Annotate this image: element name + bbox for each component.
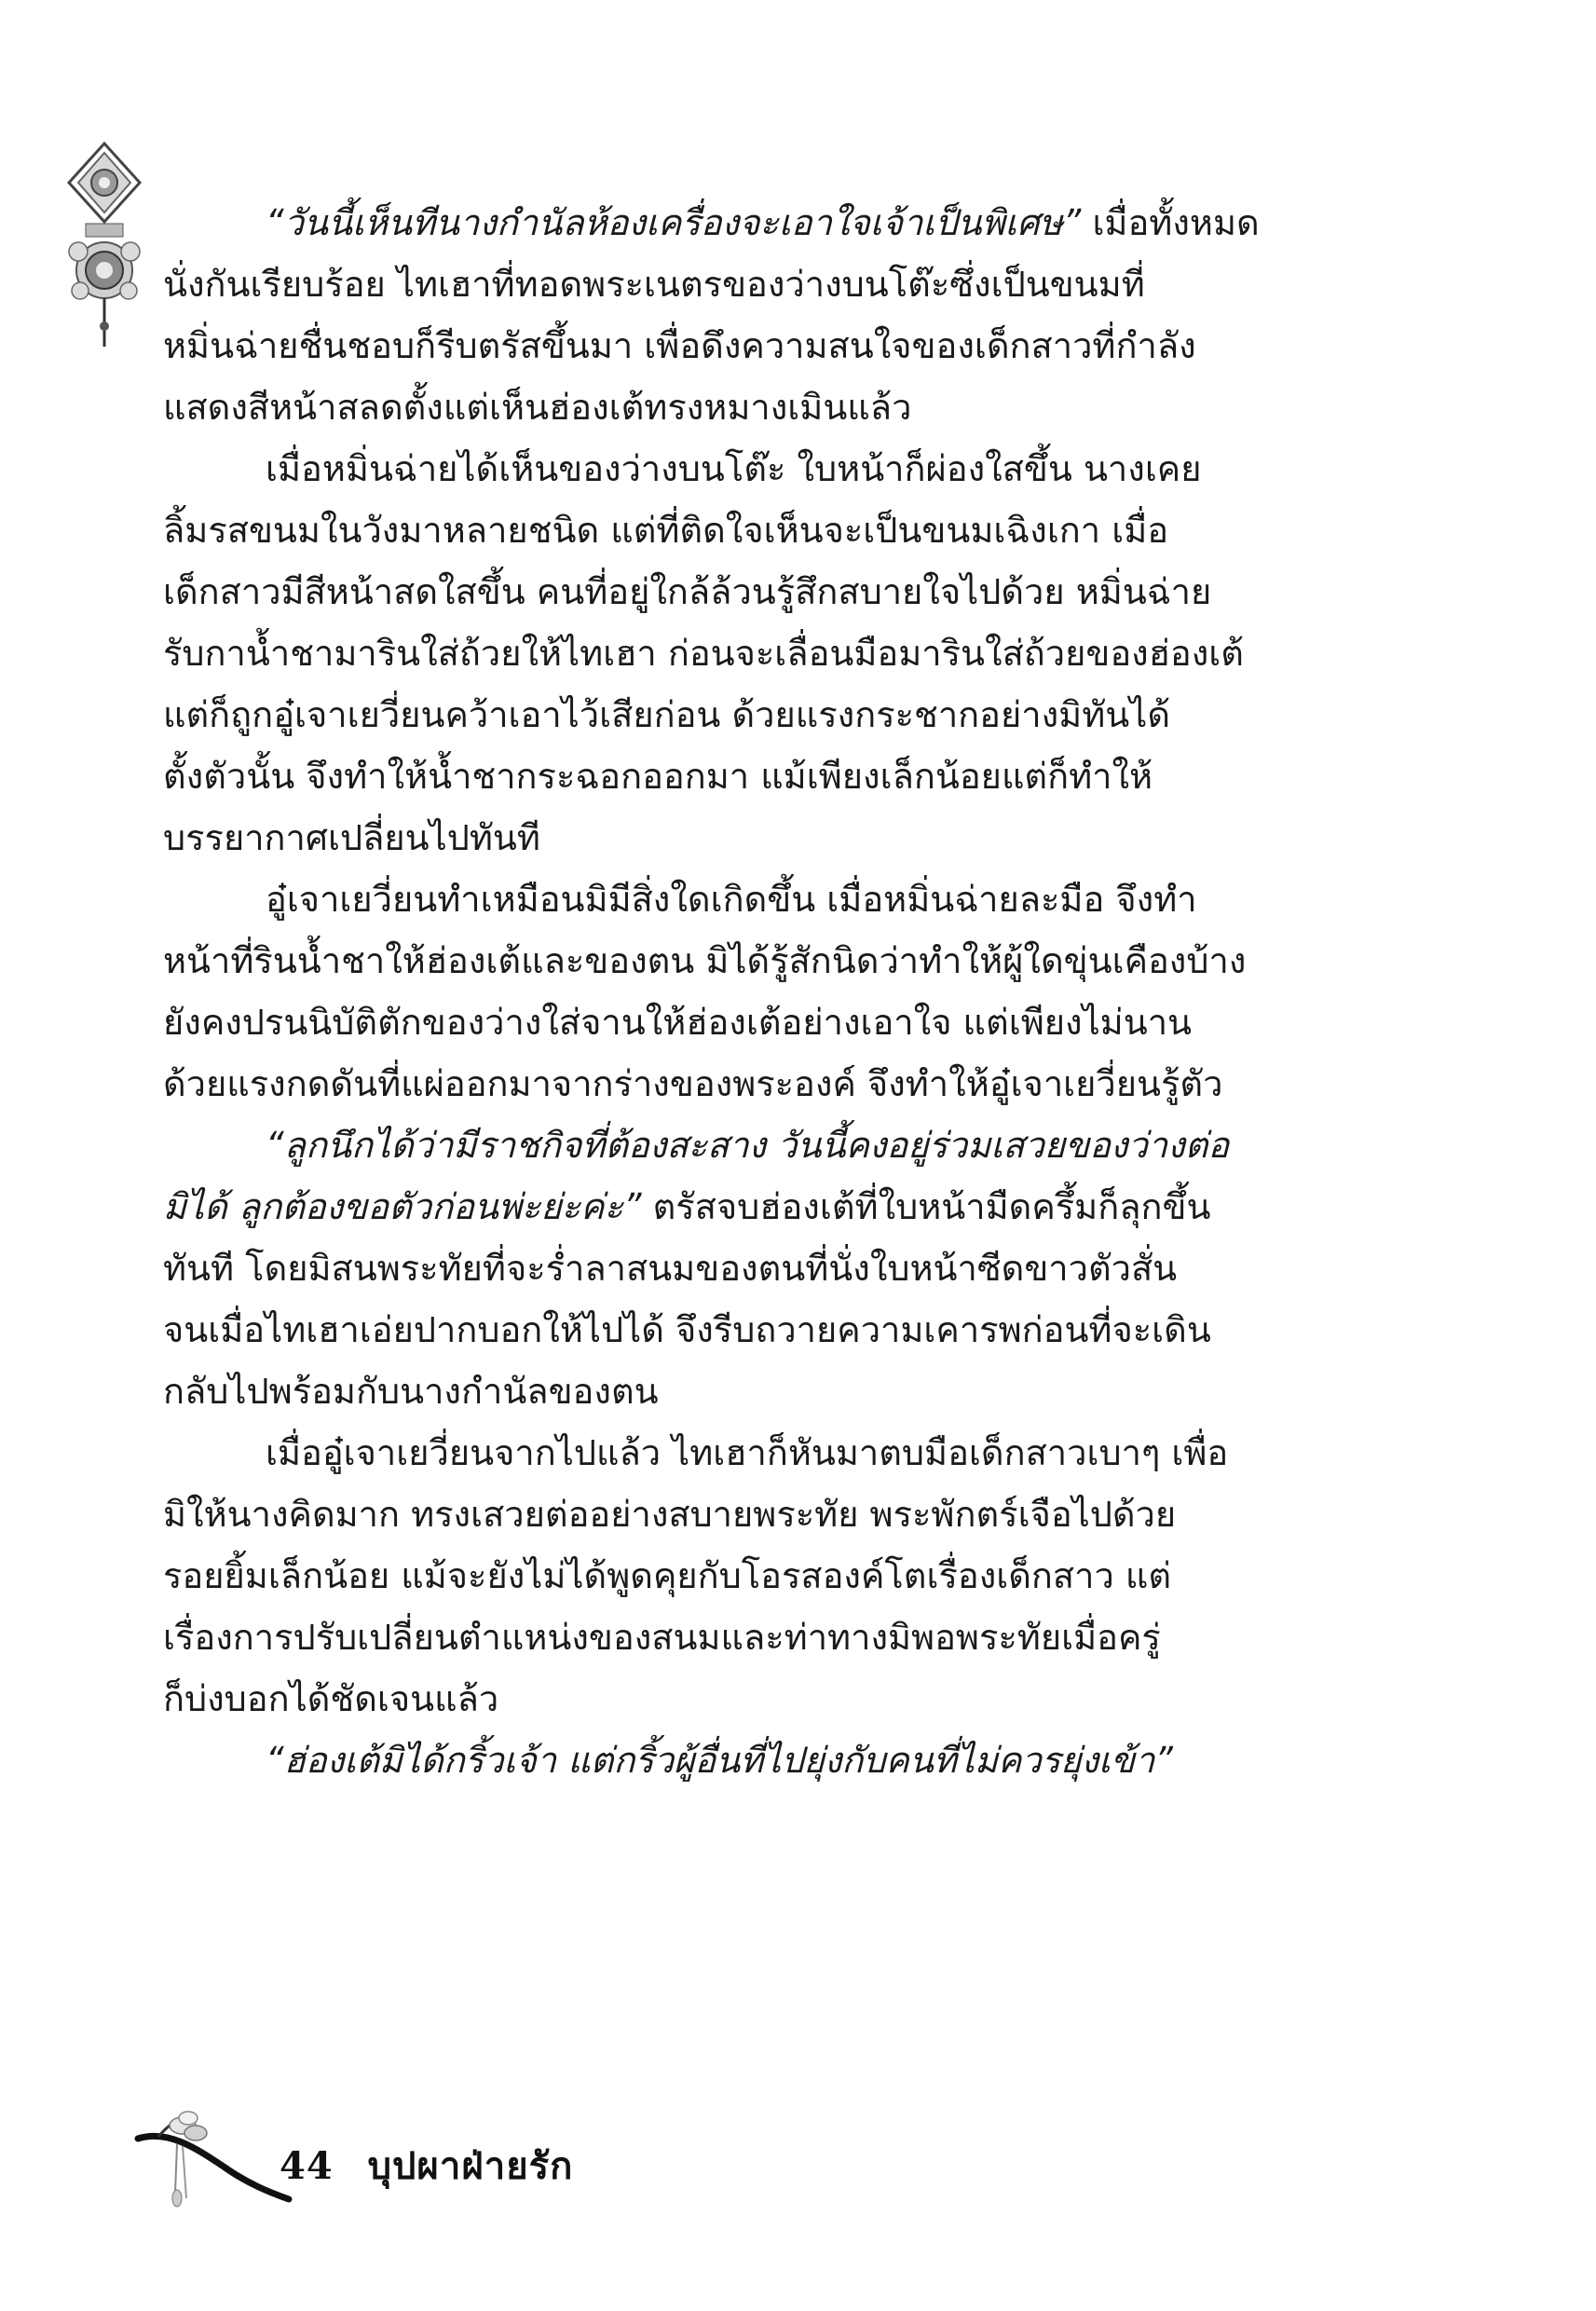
text-line	[163, 315, 1328, 376]
narrative-text: เมื่ออู๋เจาเยวี่ยนจากไปแล้ว ไทเฮาก็หันมาตบมือเด็กสาวเบาๆ เพื่อ	[266, 1432, 1229, 1473]
narrative-text: รอยยิ้มเล็กน้อย แม้จะยังไม่ได้พูดคุยกับโอรสองค์โตเรื่องเด็กสาว แต่	[163, 1555, 1172, 1596]
text-line	[163, 868, 1328, 930]
page-footer	[280, 2136, 593, 2195]
text-line	[163, 991, 1328, 1053]
text-line	[163, 622, 1328, 684]
text-line	[163, 1299, 1328, 1361]
quoted-dialogue: มิได้ ลูกต้องขอตัวก่อนพ่ะย่ะค่ะ”	[163, 1186, 642, 1227]
narrative-text: จนเมื่อไทเฮาเอ่ยปากบอกให้ไปได้ จึงรีบถวายความเคารพก่อนที่จะเดิน	[163, 1309, 1211, 1350]
narrative-text: ยังคงปรนนิบัติตักของว่างใส่จานให้ฮ่องเต้อย่างเอาใจ แต่เพียงไม่นาน	[163, 1002, 1193, 1043]
narrative-text: ด้วยแรงกดดันที่แผ่ออกมาจากร่างของพระองค์ จึงทำให้อู๋เจาเยวี่ยนรู้ตัว	[163, 1063, 1223, 1104]
text-line	[163, 1176, 1328, 1238]
narrative-text: หน้าที่รินน้ำชาให้ฮ่องเต้และของตน มิได้รู้สักนิดว่าทำให้ผู้ใดขุ่นเคืองบ้าง	[163, 940, 1247, 981]
text-line	[163, 745, 1328, 807]
text-line	[163, 1730, 1328, 1791]
text-line	[163, 1607, 1328, 1668]
text-line	[163, 1668, 1328, 1730]
text-line	[163, 684, 1328, 745]
quoted-dialogue: “วันนี้เห็นทีนางกำนัลห้องเครื่องจะเอาใจเจ้าเป็นพิเศษ”	[266, 202, 1082, 243]
text-line	[163, 1422, 1328, 1484]
narrative-text: หมิ่นฉ่ายชื่นชอบก็รีบตรัสขึ้นมา เพื่อดึงความสนใจของเด็กสาวที่กำลัง	[163, 325, 1196, 366]
narrative-text: อู๋เจาเยวี่ยนทำเหมือนมิมีสิ่งใดเกิดขึ้น เมื่อหมิ่นฉ่ายละมือ จึงทำ	[266, 879, 1197, 920]
narrative-text: บรรยากาศเปลี่ยนไปทันที	[163, 817, 540, 858]
narrative-text: มิให้นางคิดมาก ทรงเสวยต่ออย่างสบายพระทัย พระพักตร์เจือไปด้วย	[163, 1494, 1177, 1535]
text-line	[163, 561, 1328, 622]
narrative-text: รับกาน้ำชามารินใส่ถ้วยให้ไทเฮา ก่อนจะเลื่อนมือมารินใส่ถ้วยของฮ่องเต้	[163, 633, 1244, 674]
narrative-text: เรื่องการปรับเปลี่ยนตำแหน่งของสนมและท่าทางมิพอพระทัยเมื่อครู่	[163, 1617, 1161, 1658]
text-line	[163, 438, 1328, 499]
narrative-text: ลิ้มรสขนมในวังมาหลายชนิด แต่ที่ติดใจเห็นจะเป็นขนมเฉิงเกา เมื่อ	[163, 510, 1169, 551]
page-number: 44	[280, 2144, 334, 2188]
narrative-text: แต่ก็ถูกอู๋เจาเยวี่ยนคว้าเอาไว้เสียก่อน ด้วยแรงกระชากอย่างมิทันได้	[163, 694, 1171, 735]
narrative-text: แสดงสีหน้าสลดตั้งแต่เห็นฮ่องเต้ทรงหมางเมินแล้ว	[163, 387, 912, 428]
narrative-text: กลับไปพร้อมกับนางกำนัลของตน	[163, 1371, 659, 1412]
text-line	[163, 1238, 1328, 1299]
narrative-text: ทันที โดยมิสนพระทัยที่จะร่ำลาสนมของตนที่นั่งใบหน้าซีดขาวตัวสั่น	[163, 1248, 1178, 1289]
narrative-text: เมื่อหมิ่นฉ่ายได้เห็นของว่างบนโต๊ะ ใบหน้าก็ผ่องใสขึ้น นางเคย	[266, 448, 1202, 489]
flower-branch-icon	[130, 2101, 293, 2213]
text-line	[163, 1545, 1328, 1607]
narrative-text: ก็บ่งบอกได้ชัดเจนแล้ว	[163, 1678, 499, 1719]
narrative-text: เด็กสาวมีสีหน้าสดใสขึ้น คนที่อยู่ใกล้ล้วนรู้สึกสบายใจไปด้วย หมิ่นฉ่าย	[163, 571, 1212, 612]
ornamental-seal-icon	[60, 140, 149, 354]
text-line	[163, 807, 1328, 868]
narrative-text: ตั้งตัวนั้น จึงทำให้น้ำชากระฉอกออกมา แม้เพียงเล็กน้อยแต่ก็ทำให้	[163, 756, 1153, 797]
text-line	[163, 192, 1328, 253]
narrative-text: เมื่อทั้งหมด	[1081, 202, 1260, 243]
narrative-text: นั่งกันเรียบร้อย ไทเฮาที่ทอดพระเนตรของว่างบนโต๊ะซึ่งเป็นขนมที่	[163, 264, 1145, 305]
text-line	[163, 253, 1328, 315]
quoted-dialogue: “ลูกนึกได้ว่ามีราชกิจที่ต้องสะสาง วันนี้คงอยู่ร่วมเสวยของว่างต่อ	[266, 1125, 1230, 1166]
text-line	[163, 376, 1328, 438]
text-line	[163, 1484, 1328, 1545]
text-line	[163, 1053, 1328, 1114]
narrative-text: ตรัสจบฮ่องเต้ที่ใบหน้ามืดครึ้มก็ลุกขึ้น	[641, 1186, 1211, 1227]
text-line	[163, 1114, 1328, 1176]
text-line	[163, 1361, 1328, 1422]
book-title: บุปผาฝ่ายรัก	[367, 2144, 574, 2188]
quoted-dialogue: “ฮ่องเต้มิได้กริ้วเจ้า แต่กริ้วผู้อื่นที่ไปยุ่งกับคนที่ไม่ควรยุ่งเข้า”	[266, 1740, 1173, 1781]
body-text	[163, 192, 1328, 1791]
text-line	[163, 930, 1328, 991]
text-line	[163, 499, 1328, 561]
